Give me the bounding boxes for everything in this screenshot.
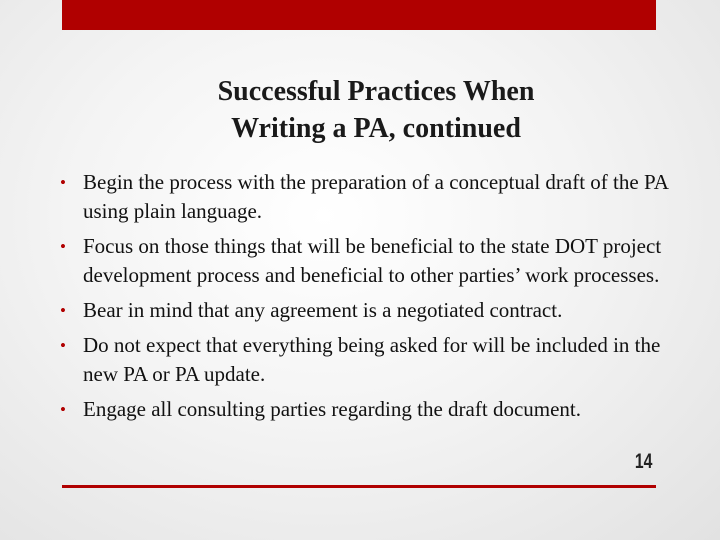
bullet-text: Bear in mind that any agreement is a negotiated contract. <box>83 298 563 322</box>
bullet-text: Engage all consulting parties regarding the draft document. <box>83 397 582 421</box>
top-accent-band <box>62 0 656 30</box>
bullet-icon: • <box>60 237 66 256</box>
slide-title-line-2: Writing a PA, continued <box>231 113 521 144</box>
bullet-item <box>60 232 680 290</box>
bullet-text: Begin the process with the preparation of a conceptual draft of the PA using plain language. <box>83 170 668 223</box>
bullet-text: Do not expect that everything being asked for will be included in the new PA or PA update. <box>83 333 661 386</box>
bullet-item <box>60 331 680 389</box>
bullet-item <box>60 168 680 226</box>
bullet-item <box>60 395 680 424</box>
bullet-text: Focus on those things that will be beneficial to the state DOT project development process and beneficial to other parties’ work processes. <box>83 234 662 287</box>
bullet-icon: • <box>60 301 66 320</box>
bullet-item <box>60 296 680 325</box>
slide-title <box>150 73 602 147</box>
bullet-icon: • <box>60 336 66 355</box>
bullet-icon: • <box>60 400 66 419</box>
page-number: 14 <box>634 450 652 473</box>
bullet-list <box>60 168 680 430</box>
bullet-icon: • <box>60 173 66 192</box>
bottom-accent-rule <box>62 485 656 488</box>
slide-title-line-1: Successful Practices When <box>217 76 535 107</box>
